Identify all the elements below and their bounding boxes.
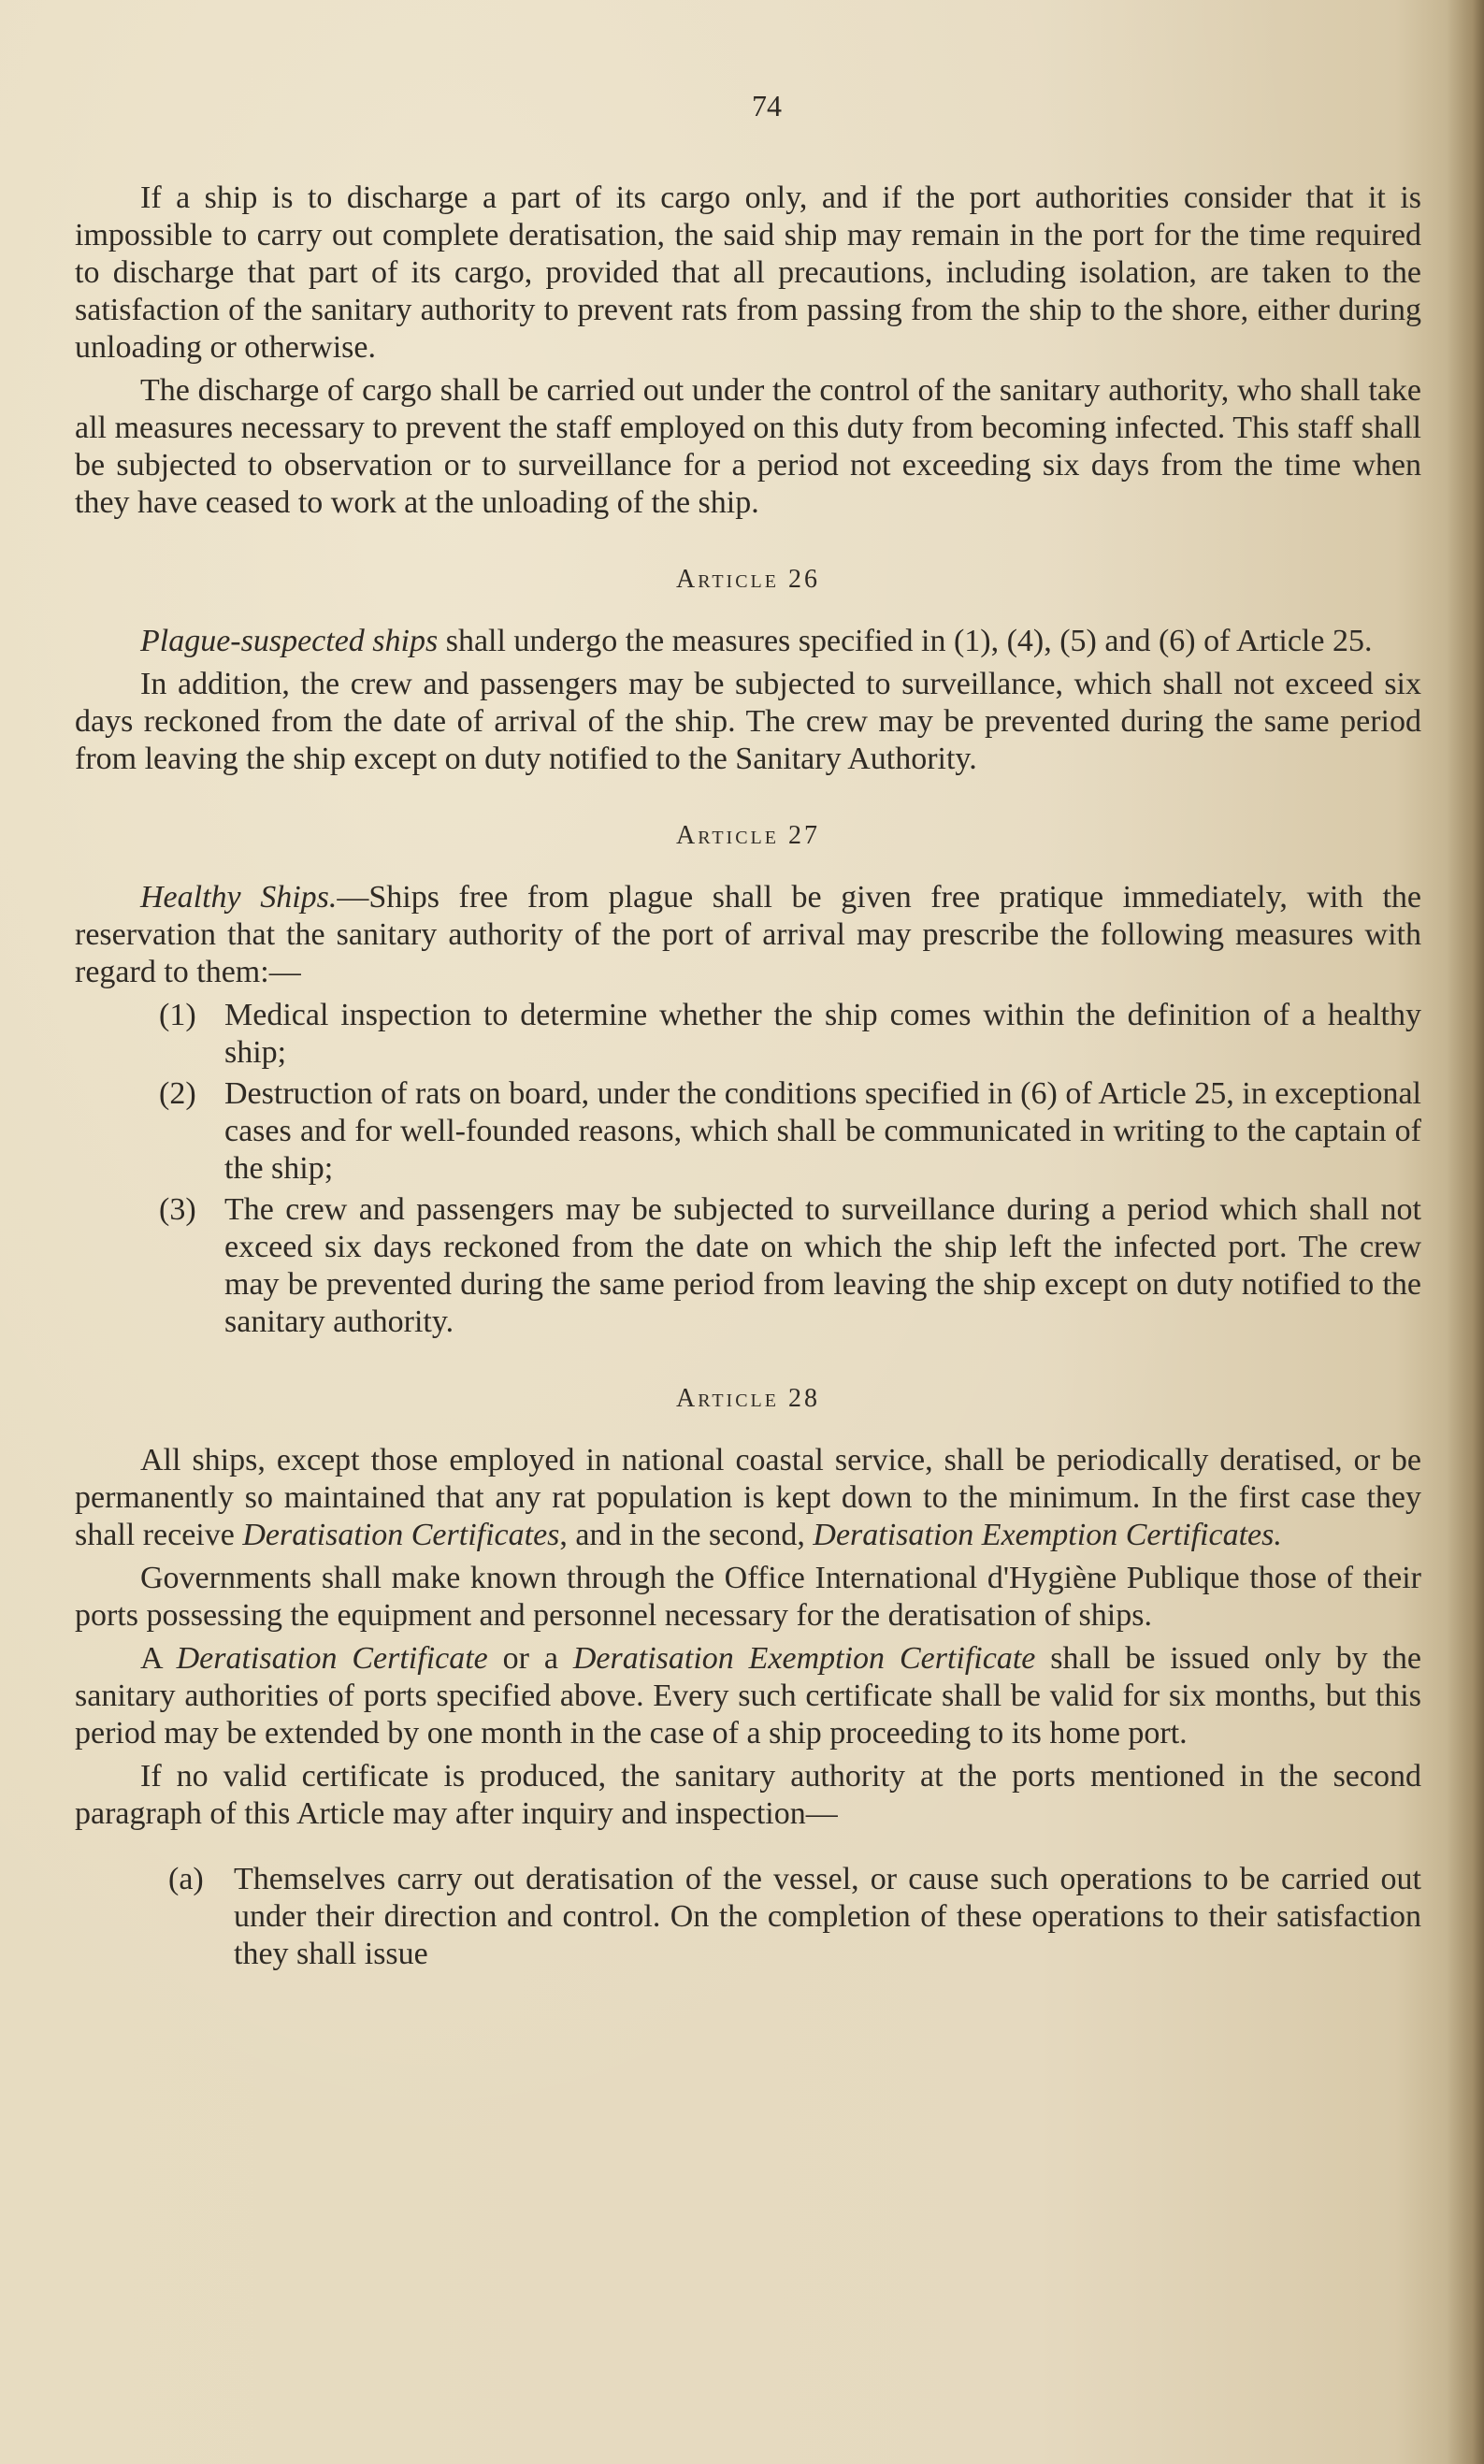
list-number: (1) — [159, 998, 196, 1032]
article-27-heading: Article 27 — [675, 821, 820, 850]
article-27-lead-italic: Healthy Ships. — [140, 880, 338, 915]
article-28-heading: Article 28 — [675, 1384, 820, 1413]
article-27-item-2 — [75, 1075, 1421, 1188]
article-27-lead-rest: —Ships free from plague shall be given free pratique immediately, with the reservation that the sanitary authority of the port of arrival may prescribe the following measures with regard to them:— — [75, 880, 1421, 989]
article-28-paragraph-2: Governments shall make known through the Office International d'Hygiène Publique those of their ports possessing the equipment and personnel necessary for the deratisation of ships. — [75, 1561, 1421, 1633]
text-run: shall be issued only by the sanitary authorities of ports specified above. Every such certificate shall be valid for six months, but this period may be extended by one month in the case of a ship proceeding to its home port. — [75, 1641, 1421, 1751]
article-27-item-3 — [75, 1191, 1421, 1341]
italic-run: Deratisation Certificates — [242, 1518, 560, 1552]
italic-run: Deratisation Exemption Certificates. — [813, 1518, 1282, 1552]
article-28-paragraph-4: If no valid certificate is produced, the sanitary authority at the ports mentioned in the second paragraph of this Article may after inquiry and inspection— — [75, 1759, 1421, 1831]
text-run: , and in the second, — [559, 1518, 814, 1552]
article-26-paragraph-1 — [75, 623, 1421, 660]
list-text: The crew and passengers may be subjected to surveillance during a period which shall not exceed six days reckoned from the date on which the ship left the infected port. The crew may be prevented during the same period from leaving the ship except on duty notified to the sanitary authority. — [224, 1192, 1421, 1339]
article-28-sub-item-a — [75, 1861, 1421, 1973]
article-26-lead-rest: shall undergo the measures specified in (1), (4), (5) and (6) of Article 25. — [438, 624, 1373, 658]
article-26-paragraph-2: In addition, the crew and passengers may be subjected to surveillance, which shall not exceed six days reckoned from the date of arrival of the ship. The crew may be prevented during the same period from leaving the ship except on duty notified to the Sanitary Authority. — [75, 667, 1421, 776]
list-number: (3) — [159, 1192, 196, 1227]
article-26-heading: Article 26 — [675, 565, 820, 594]
intro-paragraph-1: If a ship is to discharge a part of its cargo only, and if the port authorities consider that it is impossible to carry out complete deratisation, the said ship may remain in the port for the time required to discharge that part of its cargo, provided that all precautions, including isolation, are taken to the satisfaction of the sanitary authority to prevent rats from passing from the ship to the shore, either during unloading or otherwise. — [75, 180, 1421, 365]
intro-paragraph-2: The discharge of cargo shall be carried out under the control of the sanitary authority, who shall take all measures necessary to prevent the staff employed on this duty from becoming infected. This staff shall be subjected to observation or to surveillance for a period not exceeding six days from the time when they have ceased to work at the unloading of the ship. — [75, 373, 1421, 520]
document-text — [75, 89, 1421, 2436]
article-26-lead-italic: Plague-suspected ships — [140, 624, 439, 658]
list-text: Medical inspection to determine whether the ship comes within the definition of a healthy ship; — [224, 998, 1421, 1070]
page-edge-shadow — [1447, 0, 1484, 2464]
sub-item-label: (a) — [168, 1862, 204, 1896]
article-28-paragraph-1 — [75, 1442, 1421, 1554]
sub-item-text: Themselves carry out deratisation of the vessel, or cause such operations to be carried out under their direction and control. On the completion of these operations to their satisfaction they shall issue — [234, 1862, 1421, 1971]
list-number: (2) — [159, 1076, 196, 1111]
italic-run: Deratisation Certificate — [176, 1641, 488, 1676]
text-run: All ships, except those employed in national coastal service, shall be periodically deratised, or be permanently so maintained that any rat population is kept down to the minimum. In the first case they shall receive — [75, 1443, 1421, 1552]
italic-run: Deratisation Exemption Certificate — [572, 1641, 1036, 1676]
page-number: 74 — [752, 89, 782, 122]
text-run: A — [140, 1641, 177, 1676]
article-27-paragraph-1 — [75, 879, 1421, 991]
text-run: or a — [487, 1641, 573, 1676]
article-27-item-1 — [75, 997, 1421, 1072]
article-28-paragraph-3 — [75, 1640, 1421, 1752]
list-text: Destruction of rats on board, under the conditions specified in (6) of Article 25, in exceptional cases and for well-founded reasons, which shall be communicated in writing to the captain of the ship; — [224, 1076, 1421, 1186]
